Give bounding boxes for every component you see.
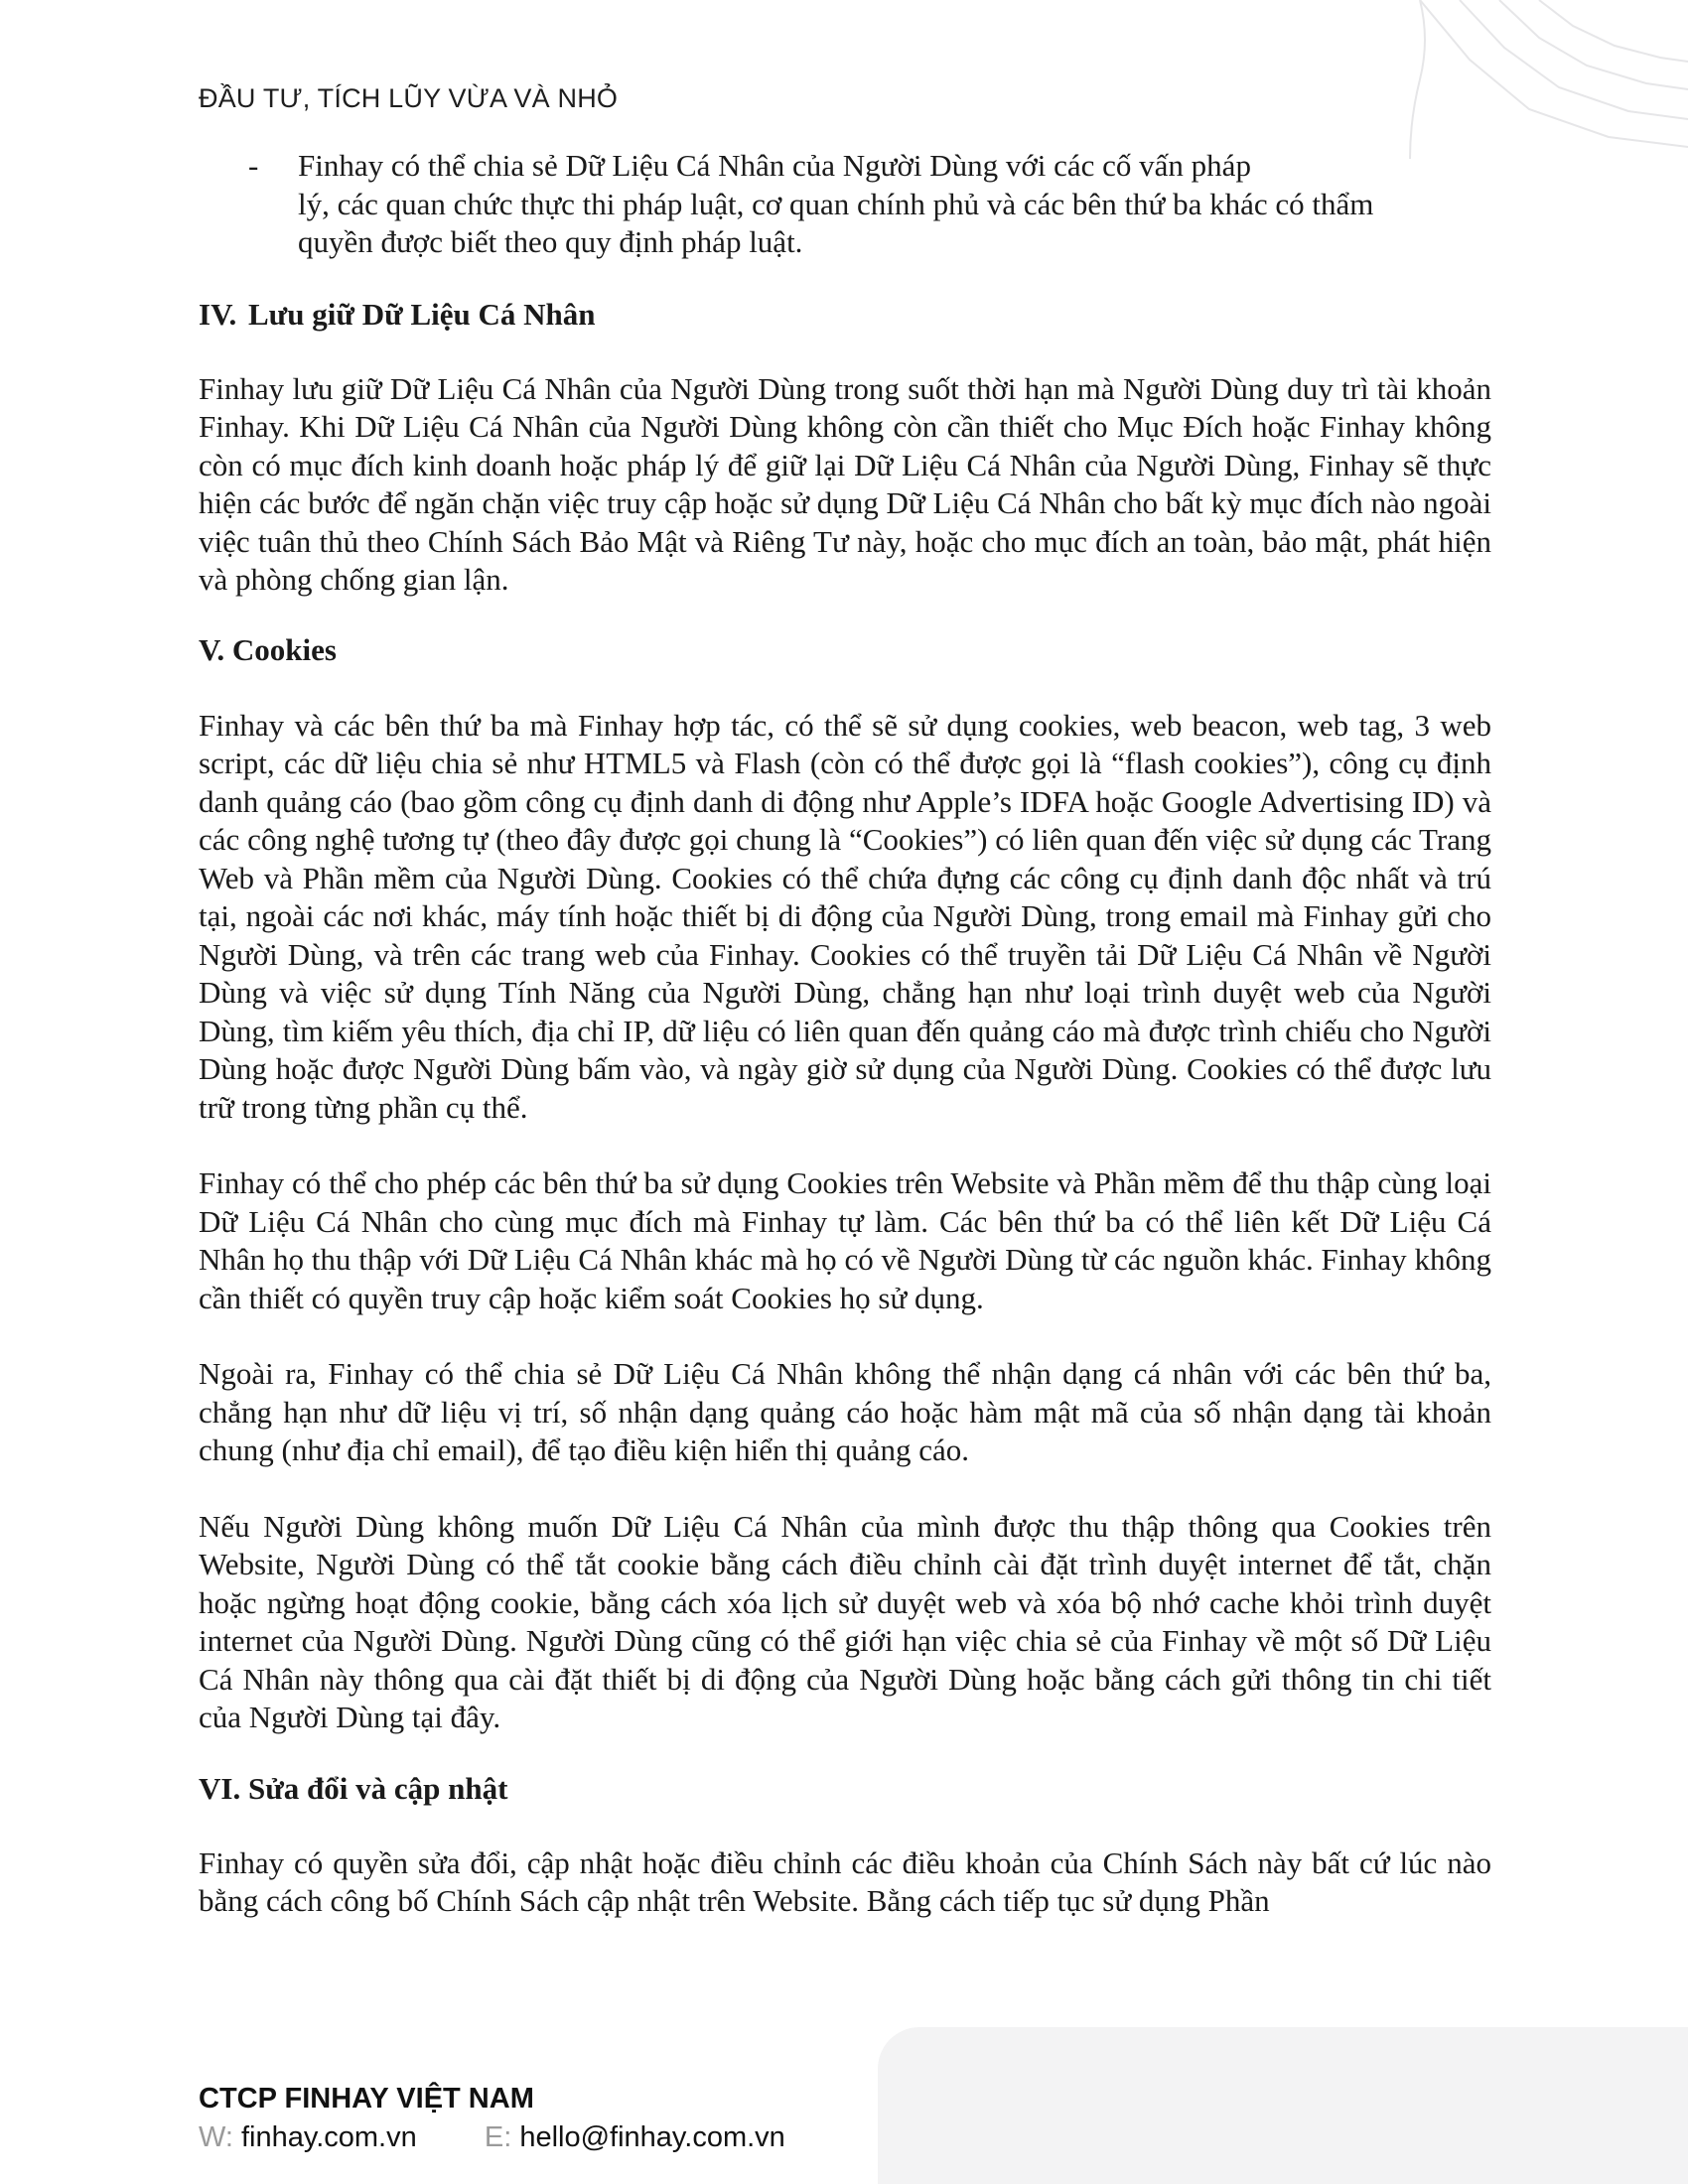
section-heading-vi: VI. Sửa đổi và cập nhật — [199, 1770, 508, 1806]
page-header: ĐẦU TƯ, TÍCH LŨY VỪA VÀ NHỎ — [199, 83, 619, 113]
paragraph: Finhay lưu giữ Dữ Liệu Cá Nhân của Người Dùng trong suốt thời hạn mà Người Dùng duy trì tài khoản Finhay. Khi Dữ Liệu Cá Nhân của Người Dùng không còn cần thiết cho Mục Đích hoặc Finhay không còn có mục đích kinh doanh hoặc pháp lý để giữ lại Dữ Liệu Cá Nhân của Người Dùng, Finhay sẽ thực hiện các bước để ngăn chặn việc truy cập hoặc sử dụng Dữ Liệu Cá Nhân cho bất kỳ mục đích nào ngoài việc tuân thủ theo Chính Sách Bảo Mật và Riêng Tư này, hoặc cho mục đích an toàn, bảo mật, phát hiện và phòng chống gian lận. — [199, 370, 1491, 597]
section-heading-iv — [199, 296, 1491, 334]
paragraph: Ngoài ra, Finhay có thể chia sẻ Dữ Liệu Cá Nhân không thể nhận dạng cá nhân với các bên thứ ba, chẳng hạn như dữ liệu vị trí, số nhận dạng quảng cáo hoặc hàm mật mã của số nhận dạng tài khoản chung (như địa chỉ email), để tạo điều kiện hiển thị quảng cáo. — [199, 1356, 1491, 1467]
bullet-dash: - — [248, 148, 259, 183]
paragraph: Finhay và các bên thứ ba mà Finhay hợp tác, có thể sẽ sử dụng cookies, web beacon, web tag, 3 web script, các dữ liệu chia sẻ như HTML5 và Flash (còn có thể được gọi là “flash cookies”), công cụ định danh quảng cáo (bao gồm công cụ định danh di động như Apple’s IDFA hoặc Google Advertising ID) và các công nghệ tương tự (theo đây được gọi chung là “Cookies”) có liên quan đến việc sử dụng các Trang Web và Phần mềm của Người Dùng. Cookies có thể chứa đựng các công cụ định danh độc nhất và trú tại, ngoài các nơi khác, máy tính hoặc thiết bị di động của Người Dùng, trong email mà Finhay gửi cho Người Dùng, và trên các trang web của Finhay. Cookies có thể truyền tải Dữ Liệu Cá Nhân về Người Dùng và việc sử dụng Tính Năng của Người Dùng, chẳng hạn như loại trình duyệt web của Người Dùng, tìm kiếm yêu thích, địa chỉ IP, dữ liệu có liên quan đến quảng cáo mà được trình chiếu cho Người Dùng hoặc được Người Dùng bấm vào, và ngày giờ sử dụng của Người Dùng. Cookies có thể được lưu trữ trong từng phần cụ thể. — [199, 707, 1491, 1125]
footer-email-link[interactable]: hello@finhay.com.vn — [519, 2121, 785, 2153]
document-body — [199, 147, 1491, 1921]
bullet-line: quyền được biết theo quy định pháp luật. — [298, 224, 803, 259]
page-footer — [199, 2082, 785, 2155]
bullet-item — [199, 147, 1491, 262]
footer-email-label: E: — [484, 2121, 512, 2153]
section-title: Lưu giữ Dữ Liệu Cá Nhân — [248, 296, 596, 332]
paragraph: Finhay có thể cho phép các bên thứ ba sử dụng Cookies trên Website và Phần mềm để thu thập cùng loại Dữ Liệu Cá Nhân cho cùng mục đích mà Finhay tự làm. Các bên thứ ba có thể liên kết Dữ Liệu Cá Nhân họ thu thập với Dữ Liệu Cá Nhân khác mà họ có về Người Dùng từ các nguồn khác. Finhay không cần thiết có quyền truy cập hoặc kiểm soát Cookies họ sử dụng. — [199, 1165, 1491, 1315]
footer-web-label: W: — [199, 2121, 233, 2153]
footer-website-link[interactable]: finhay.com.vn — [240, 2121, 417, 2153]
section-heading-v: V. Cookies — [199, 631, 337, 667]
paragraph: Nếu Người Dùng không muốn Dữ Liệu Cá Nhân của mình được thu thập thông qua Cookies trên Website, Người Dùng có thể tắt cookie bằng cách điều chỉnh cài đặt trình duyệt internet để tắt, chặn hoặc ngừng hoạt động cookie, bằng cách xóa lịch sử duyệt web và xóa bộ nhớ cache khỏi trình duyệt internet của Người Dùng. Người Dùng cũng có thể giới hạn việc chia sẻ của Finhay về một số Dữ Liệu Cá Nhân này thông qua cài đặt thiết bị di động của Người Dùng hoặc bằng cách gửi thông tin chi tiết của Người Dùng tại đây. — [199, 1508, 1491, 1734]
bullet-line: Finhay có thể chia sẻ Dữ Liệu Cá Nhân của Người Dùng với các cố vấn pháp — [298, 148, 1251, 183]
footer-band — [878, 2027, 1688, 2184]
footer-company: CTCP FINHAY VIỆT NAM — [199, 2083, 534, 2115]
section-number: IV. — [199, 296, 237, 332]
bullet-text — [298, 147, 1374, 262]
footer-contacts — [199, 2119, 785, 2155]
paragraph: Finhay có quyền sửa đổi, cập nhật hoặc điều chỉnh các điều khoản của Chính Sách này bất cứ lúc nào bằng cách công bố Chính Sách cập nhật trên Website. Bằng cách tiếp tục sử dụng Phần — [199, 1844, 1491, 1918]
corner-decoration — [1390, 0, 1688, 159]
bullet-line: lý, các quan chức thực thi pháp luật, cơ quan chính phủ và các bên thứ ba khác có thẩm — [298, 186, 1374, 221]
